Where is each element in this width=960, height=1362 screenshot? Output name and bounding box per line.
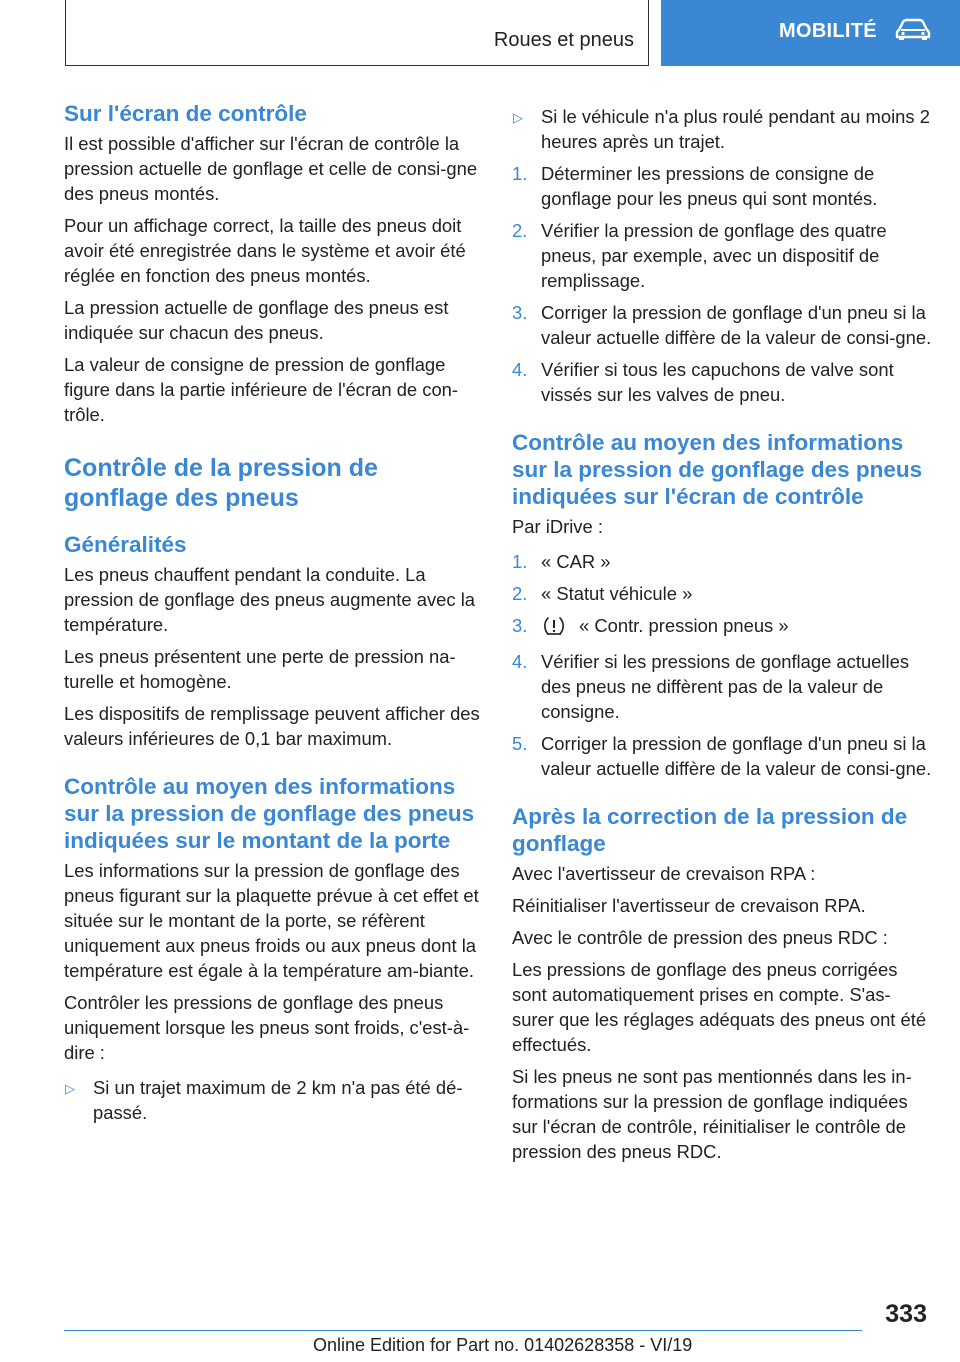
paragraph: Contrôler les pressions de gonflage des pneus uniquement lorsque les pneus sont froids, c'est-à-dire : — [64, 992, 470, 1063]
heading-pressure-check: Contrôle de la pression de gonflage des pneus — [64, 454, 378, 512]
right-column — [512, 104, 932, 1171]
section-title: Roues et pneus — [493, 29, 634, 51]
page-number: 333 — [885, 1300, 927, 1328]
list-item: ▷ Si un trajet maximum de 2 km n'a pas été dé-passé. — [65, 1077, 463, 1123]
tire-pressure-warning-icon — [543, 616, 565, 642]
header-section-box — [65, 0, 649, 66]
chapter-tab — [661, 0, 960, 66]
paragraph: La valeur de consigne de pression de gonflage figure dans la partie inférieure de l'écran de con-trôle. — [64, 354, 459, 425]
heading-general: Généralités — [64, 532, 187, 557]
steps-list-b — [512, 549, 932, 781]
footer-divider — [64, 1330, 862, 1331]
paragraph: Pour un affichage correct, la taille des pneus doit avoir été enregistrée dans le système et avoir été réglée en fonction des pneus montés. — [64, 215, 466, 286]
paragraph: Il est possible d'afficher sur l'écran de contrôle la pression actuelle de gonflage et celle de consi-gne des pneus montés. — [64, 133, 478, 204]
list-item: 4. Vérifier si les pressions de gonflage actuelles des pneus ne diffèrent pas de la valeur de consigne. — [512, 651, 910, 722]
heading-after-correction: Après la correction de la pression de gonflage — [512, 804, 908, 856]
list-item: ▷ Si le véhicule n'a plus roulé pendant au moins 2 heures après un trajet. — [513, 106, 930, 152]
paragraph: Les informations sur la pression de gonflage des pneus figurant sur la plaquette prévue à cet effet et située sur le montant de la porte, se réfèrent uniquement aux pneus froids ou aux pneus dont la température est égale à la température am-biante. — [64, 860, 479, 981]
paragraph: Les pneus chauffent pendant la conduite. La pression de gonflage des pneus augmente avec la température. — [64, 564, 476, 635]
list-item: 5. Corriger la pression de gonflage d'un pneu si la valeur actuelle diffère de la valeur de consi-gne. — [512, 733, 932, 779]
paragraph: Avec l'avertisseur de crevaison RPA : — [512, 863, 816, 884]
paragraph: Réinitialiser l'avertisseur de crevaison RPA. — [512, 895, 866, 916]
list-item: 2. « Statut véhicule » — [512, 583, 693, 604]
list-item: 1. « CAR » — [512, 551, 611, 572]
paragraph: Les dispositifs de remplissage peuvent afficher des valeurs inférieures de 0,1 bar maximum. — [64, 703, 480, 749]
heading-door-pillar: Contrôle au moyen des informations sur la pression de gonflage des pneus indiquées sur le montant de la porte — [64, 774, 475, 853]
paragraph: La pression actuelle de gonflage des pneus est indiquée sur chacun des pneus. — [64, 297, 449, 343]
edition-note: Online Edition for Part no. 01402628358 - VI/19 — [313, 1335, 693, 1355]
car-icon — [895, 18, 931, 45]
triangle-bullet-icon: ▷ — [513, 110, 523, 125]
list-item: 3. Corriger la pression de gonflage d'un pneu si la valeur actuelle diffère de la valeur de consi-gne. — [512, 302, 932, 348]
list-item: 2. Vérifier la pression de gonflage des quatre pneus, par exemple, avec un dispositif de remplissage. — [512, 220, 887, 291]
paragraph: Par iDrive : — [512, 516, 603, 537]
paragraph: Si les pneus ne sont pas mentionnés dans les in-formations sur la pression de gonflage indiquées sur l'écran de contrôle, réinitialiser le contrôle de pression des pneus RDC. — [512, 1066, 912, 1162]
heading-screen: Sur l'écran de contrôle — [64, 101, 307, 126]
chapter-title: MOBILITÉ — [779, 19, 877, 42]
heading-idrive-check: Contrôle au moyen des informations sur la pression de gonflage des pneus indiquées sur l'écran de contrôle — [512, 430, 923, 509]
left-column — [64, 100, 482, 1132]
list-item: 3. « Contr. pression pneus » — [512, 613, 932, 642]
paragraph: Avec le contrôle de pression des pneus RDC : — [512, 927, 888, 948]
list-item: 4. Vérifier si tous les capuchons de valve sont vissés sur les valves de pneu. — [512, 359, 894, 405]
triangle-bullet-icon: ▷ — [65, 1081, 75, 1096]
paragraph: Les pneus présentent une perte de pression na-turelle et homogène. — [64, 646, 456, 692]
steps-list-a — [512, 161, 932, 407]
paragraph: Les pressions de gonflage des pneus corrigées sont automatiquement prises en compte. S'as-surer que les réglages adéquats des pneus ont été effectués. — [512, 959, 927, 1055]
list-item: 1. Déterminer les pressions de consigne de gonflage pour les pneus qui sont montés. — [512, 163, 878, 209]
